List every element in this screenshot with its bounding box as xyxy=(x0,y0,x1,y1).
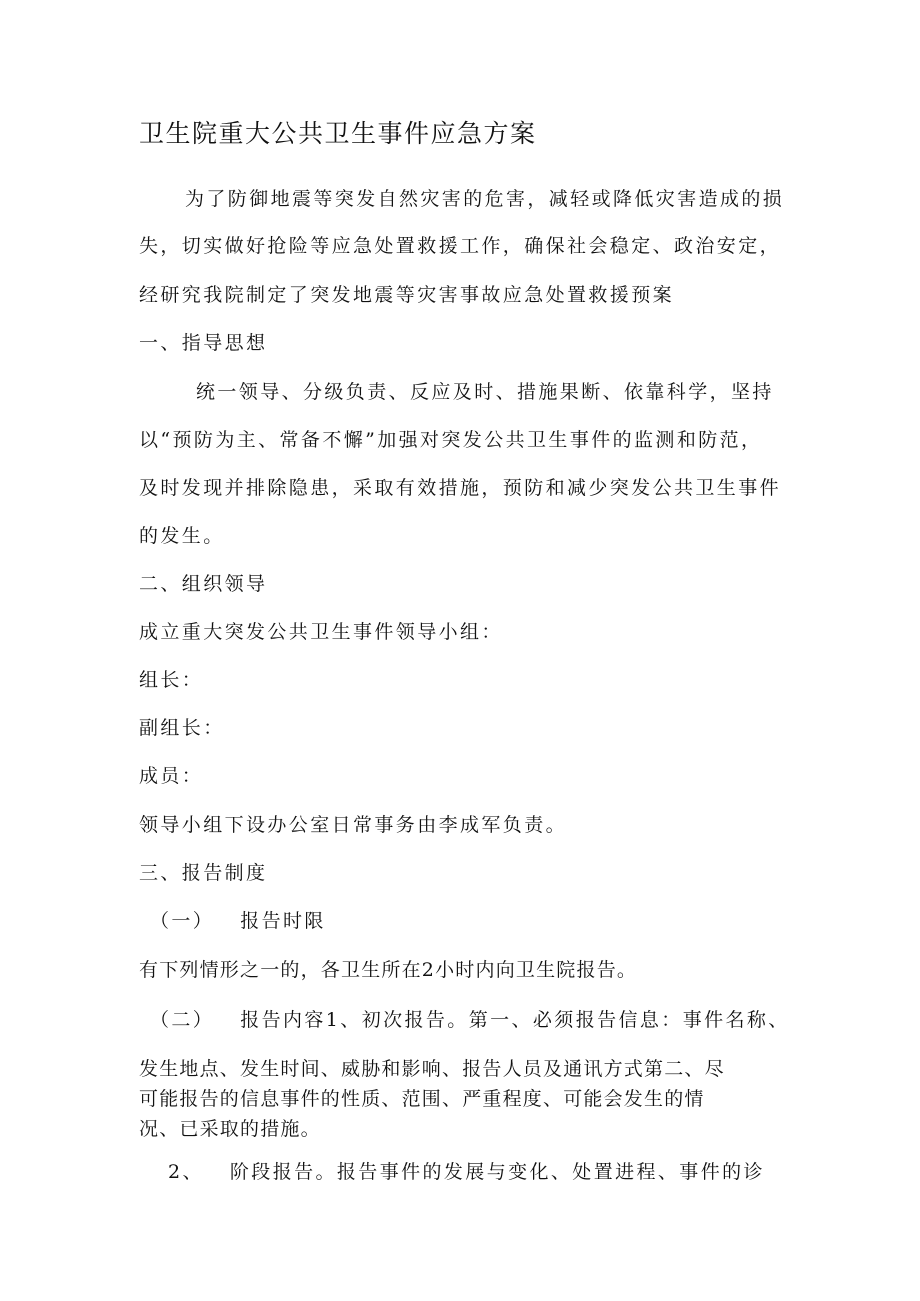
section3-sub2-line-1: 发生地点、发生时间、威胁和影响、报告人员及通讯方式第二、尽 xyxy=(139,1058,725,1080)
section3-heading: 三、报告制度 xyxy=(139,862,268,884)
section2-line-4: 成员： xyxy=(139,765,204,787)
section3-sub1 xyxy=(150,909,326,933)
intro-line-1: 为了防御地震等突发自然灾害的危害，减轻或降低灾害造成的损 xyxy=(185,188,785,210)
intro-line-2: 失，切实做好抢险等应急处置救援工作，确保社会稳定、政治安定， xyxy=(139,235,782,257)
section3-sub1-text: 有下列情形之一的，各卫生所在2小时内向卫生院报告。 xyxy=(139,959,638,981)
section1-line-1: 统一领导、分级负责、反应及时、措施果断、依靠科学，坚持 xyxy=(196,381,774,403)
section3-sub2-line-3: 况、已采取的措施。 xyxy=(139,1118,321,1140)
section2-line-3: 副组长： xyxy=(139,717,225,739)
section3-sub2-line-2: 可能报告的信息事件的性质、范围、严重程度、可能会发生的情 xyxy=(139,1088,705,1110)
item2-marker: 2、 xyxy=(168,1161,204,1183)
section1-line-2: 以“预防为主、常备不懈”加强对突发公共卫生事件的监测和防范， xyxy=(139,429,763,451)
sub2-text: 报告内容1、初次报告。第一、必须报告信息：事件名称、 xyxy=(240,1009,790,1031)
section2-line-1: 成立重大突发公共卫生事件领导小组： xyxy=(139,621,503,643)
sub2-marker: （二） xyxy=(150,1009,215,1031)
section1-heading: 一、指导思想 xyxy=(139,332,268,354)
section3-sub2 xyxy=(150,1008,790,1032)
section1-line-3: 及时发现并排除隐患，采取有效措施，预防和减少突发公共卫生事件 xyxy=(139,477,782,499)
document-title: 卫生院重大公共卫生事件应急方案 xyxy=(139,119,537,148)
sub1-marker: （一） xyxy=(150,910,215,932)
section1-line-4: 的发生。 xyxy=(139,525,225,547)
section3-item2 xyxy=(168,1160,765,1184)
intro-line-3: 经研究我院制定了突发地震等灾害事故应急处置救援预案 xyxy=(139,284,675,306)
section2-line-2: 组长： xyxy=(139,669,204,691)
section2-line-5: 领导小组下设办公室日常事务由李成军负责。 xyxy=(139,814,568,836)
section2-heading: 二、组织领导 xyxy=(139,573,268,595)
item2-text: 阶段报告。报告事件的发展与变化、处置进程、事件的诊 xyxy=(229,1161,765,1183)
sub1-title: 报告时限 xyxy=(240,910,326,932)
